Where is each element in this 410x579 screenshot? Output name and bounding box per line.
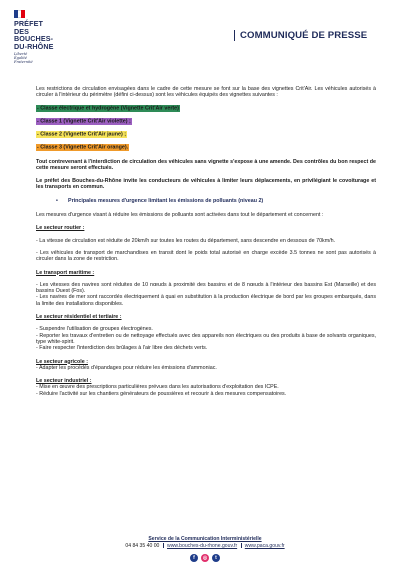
section-maritime [36, 270, 376, 307]
class-item [36, 119, 376, 126]
section-title: Le secteur agricole : [36, 358, 88, 365]
section-title: Le secteur résidentiel et tertiaire : [36, 314, 122, 321]
separator [163, 543, 164, 548]
section-title: Le transport maritime : [36, 269, 95, 276]
logo-title-line: DU-RHÔNE [14, 41, 54, 51]
section-line: - Faire respecter l'interdiction des brûlages à l'air libre des déchets verts. [36, 345, 208, 352]
measures-heading-text: Principales mesures d'urgence limitant les émissions de polluants (niveau 2) [68, 197, 264, 204]
section-line: - Les navires de mer sont raccordés électriquement à quai en substitution à la production électrique de bord par les groupes embarqués, dans la limite des installations disponibles. [36, 294, 376, 307]
section-industrial [36, 378, 376, 397]
bullet-icon: • [56, 197, 58, 204]
section-line: - Mise en œuvre des prescriptions particulières prévues dans les autorisations d'exploitation des ICPE. [36, 384, 279, 391]
section-residential [36, 314, 376, 351]
motto-line: Fraternité [14, 60, 33, 65]
social-links [0, 554, 410, 562]
twitter-icon[interactable]: t [212, 554, 220, 562]
fine-warning: Tout contrevenant à l'interdiction de circulation des véhicules sans vignette s'expose à une amende. Des contrôles du bon respect de cette mesure seront effectués. [36, 158, 376, 171]
logo-title-line: PRÉFET [14, 19, 43, 28]
class-item [36, 106, 376, 113]
section-line: - Les véhicules de transport de marchandises en transit dont le poids total autorisé en charge excède 3.5 tonnes ne sont pas autorisés à circuler dans la zone de restriction. [36, 249, 376, 263]
section-line: - Suspendre l'utilisation de groupes électrogènes. [36, 326, 153, 333]
separator [241, 543, 242, 548]
section-line: - La vitesse de circulation est réduite de 20km/h sur toutes les routes du département, sans descendre en dessous de 70km/h. [36, 237, 336, 244]
section-line: - Adapter les procédés d'épandages pour réduire les émissions d'ammoniac. [36, 364, 217, 371]
section-title: Le secteur routier : [36, 225, 85, 232]
logo-motto [14, 52, 54, 64]
press-release-title: COMMUNIQUÉ DE PRESSE [240, 30, 368, 41]
motto-line: Égalité [14, 56, 27, 61]
class-label: - Classe électrique et hydrogène (Vignette Crit'Air verte) [37, 105, 179, 112]
class-item [36, 132, 376, 139]
footer [0, 536, 410, 562]
logo-title-line: DES BOUCHES- [14, 26, 54, 44]
french-flag-icon [14, 10, 25, 18]
instagram-icon[interactable]: ◎ [202, 555, 208, 562]
measures-intro: Les mesures d'urgence visant à réduire les émissions de polluants sont activées dans tout le département et concernent : [36, 212, 324, 219]
phone-number: 04 84 35 40 00 [125, 543, 160, 550]
prefecture-logo [14, 10, 54, 64]
class-label: - Classe 2 (Vignette Crit'Air jaune) ; [37, 131, 127, 138]
section-line: - Les vitesses des navires sont réduites de 10 nœuds à proximité des bassins et de 8 nœuds à l'intérieur des bassins Est (Marseille) et des bassins Ouest (Fos). [36, 281, 376, 295]
website-link-bouches-du-rhone[interactable]: www.bouches-du-rhone.gouv.fr [167, 543, 238, 550]
vehicle-classes [36, 106, 376, 152]
facebook-icon[interactable]: f [190, 554, 198, 562]
document-body [36, 86, 376, 404]
website-link-paca[interactable]: www.paca.gouv.fr [244, 543, 285, 550]
intro-paragraph: Les restrictions de circulation envisagées dans le cadre de cette mesure se font sur la base des vignettes Crit'Air. Les véhicules autorisés à circuler à l'intérieur du périmètre (défini ci-dessus) sont les véhicules équipés des vignettes suivantes : [36, 86, 376, 99]
class-label: - Classe 3 (Vignette Crit'Air orange). [37, 144, 129, 151]
footer-service-title: Service de la Communication Interministérielle [148, 536, 262, 542]
section-road [36, 225, 376, 262]
motto-line: Liberté [14, 52, 28, 57]
class-item [36, 145, 376, 152]
footer-contacts [0, 543, 410, 549]
section-line: - Reporter les travaux d'entretien ou de nettoyage effectués avec des appareils non électriques ou des produits à base de solvants organiques, type white-spirit. [36, 332, 376, 345]
header [0, 0, 410, 78]
section-agricultural [36, 359, 376, 372]
class-label: - Classe 1 (Vignette Crit'Air violette) ; [37, 118, 131, 125]
prefect-call: Le préfet des Bouches-du-Rhône invite les conducteurs de véhicules à limiter leurs déplacements, en privilégiant le covoiturage et les transports en commun. [36, 178, 376, 191]
measures-heading [56, 198, 376, 204]
section-line: - Réduire l'activité sur les chantiers générateurs de poussières et recourir à des mesures compensatoires. [36, 390, 287, 397]
section-title: Le secteur industriel : [36, 378, 92, 385]
